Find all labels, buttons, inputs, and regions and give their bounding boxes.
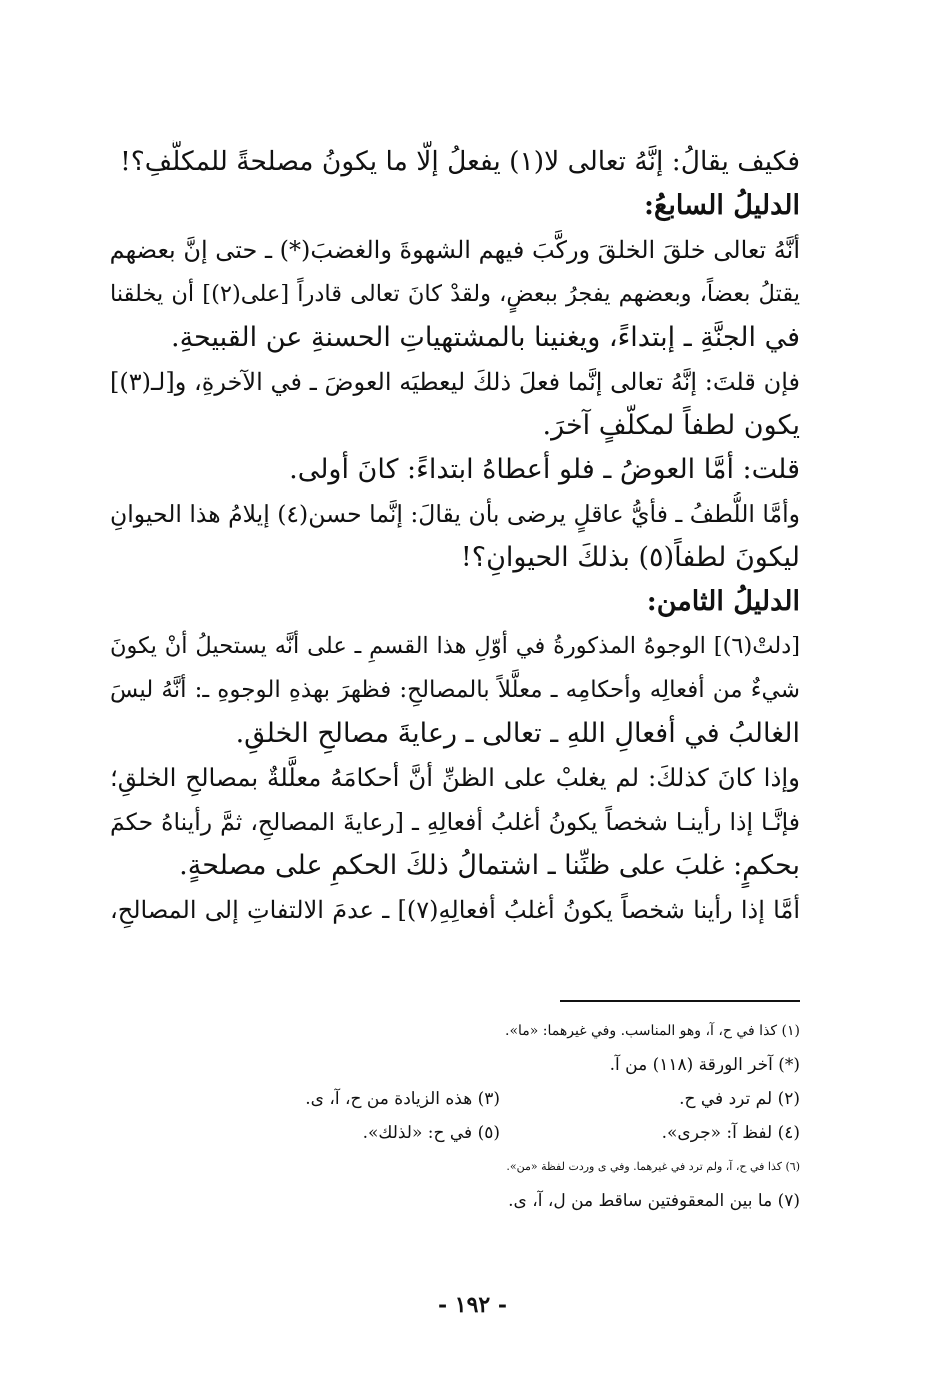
footnotes [200, 1014, 800, 1218]
footnote [200, 1048, 800, 1082]
page-number: - ١٩٢ - [437, 1292, 508, 1318]
footnote-3: (٣) هذه الزيادة من ح، آ، ى. [305, 1089, 500, 1109]
footnote [200, 1116, 800, 1150]
text-line: يقتلُ بعضاً، وبعضهم يفجرُ ببعضٍ، ولقدْ كانَ تعالى قادراً [على(٢)] أن يخلقنا [110, 281, 800, 307]
text-line: أنَّهُ تعالى خلقَ الخلقَ وركَّبَ فيهم الشهوةَ والغضبَ(*) ـ حتى إنَّ بعضهم [110, 236, 800, 264]
section-heading-eighth-proof: الدليلُ الثامن: [646, 586, 800, 617]
footnote [200, 1082, 800, 1116]
footnote-5: (٥) في ح: «لذلك». [362, 1123, 500, 1143]
text-line: قلت: أمَّا العوضُ ـ فلو أعطاهُ ابتداءً: كانَ أولى. [289, 454, 800, 485]
footnote-2: (٢) لم ترد في ح. [679, 1089, 800, 1109]
text-line: أمَّا إذا رأينا شخصاً يكونُ أغلبُ أفعالِهِ(٧)] ـ عدمَ الالتفاتِ إلى المصالحِ، [110, 896, 800, 924]
text-line: الغالبُ في أفعالِ اللهِ ـ تعالى ـ رعايةَ مصالحِ الخلقِ. [235, 718, 800, 749]
footnote-4: (٤) لفظ آ: «جرى». [661, 1123, 800, 1143]
footnote [200, 1150, 800, 1184]
footnote-6: (٦) كذا في ح، آ، ولم ترد في غيرهما. وفي ى وردت لفظة «من». [506, 1160, 800, 1173]
text-line: [دلتْ(٦)] الوجوهُ المذكورةُ في أوّلِ هذا القسمِ ـ على أنَّه يستحيلُ أنْ يكونَ [110, 633, 800, 659]
text-line: بحكمٍ: غلبَ على ظنِّنا ـ اشتمالُ ذلكَ الحكمِ على مصلحةٍ. [179, 850, 800, 881]
text-line: في الجنَّةِ ـ إبتداءً، ويغنينا بالمشتهياتِ الحسنةِ عن القبيحةِ. [170, 322, 800, 353]
section-heading-seventh-proof: الدليلُ السابعُ: [643, 190, 800, 221]
footnote-7: (٧) ما بين المعقوفتين ساقط من ل، آ، ى. [508, 1191, 800, 1211]
text-line: وأمَّا اللُّطفُ ـ فأيُّ عاقلٍ يرضى بأن يقالَ: إنَّما حسن(٤) إيلامُ هذا الحيوانِ [110, 500, 800, 528]
text-line: ليكونَ لطفاً(٥) بذلكَ الحيوانِ؟! [460, 542, 800, 573]
main-text [110, 140, 800, 932]
text-line: فكيف يقالُ: إنَّهُ تعالى لا(١) يفعلُ إلّا ما يكونُ مصلحةً للمكلَّفِ؟! [120, 146, 800, 177]
footnote-1: (١) كذا في ح، آ، وهو المناسب. وفي غيرهما: «ما». [505, 1023, 800, 1039]
text-line: يكون لطفاً لمكلَّفٍ آخرَ. [542, 410, 800, 441]
text-line: فإنَّـا إذا رأينـا شخصاً يكونُ أغلبُ أفعالِهِ ـ [رعايةَ المصالحِ، ثمَّ رأيناهُ حكمَ [110, 808, 800, 836]
footnote-star: (*) آخر الورقة (١١٨) من آ. [609, 1055, 800, 1075]
footnote [200, 1014, 800, 1048]
footnote-divider [560, 1000, 800, 1002]
footnote [200, 1184, 800, 1218]
text-line: فإن قلتَ: إنَّهُ تعالى إنَّما فعلَ ذلكَ ليعطيَه العوضَ ـ في الآخرةِ، و[لـ(٣)] [110, 368, 800, 396]
text-line: شيءٌ من أفعالِه وأحكامِه ـ معلَّلاً بالمصالحِ: فظهرَ بهذهِ الوجوهِ ـ: أنَّهُ ليسَ [110, 677, 800, 703]
text-line: وإذا كانَ كذلكَ: لم يغلبْ على الظنِّ أنَّ أحكامَهُ معلَّلةٌ بمصالحِ الخلقِ؛ [110, 763, 800, 792]
